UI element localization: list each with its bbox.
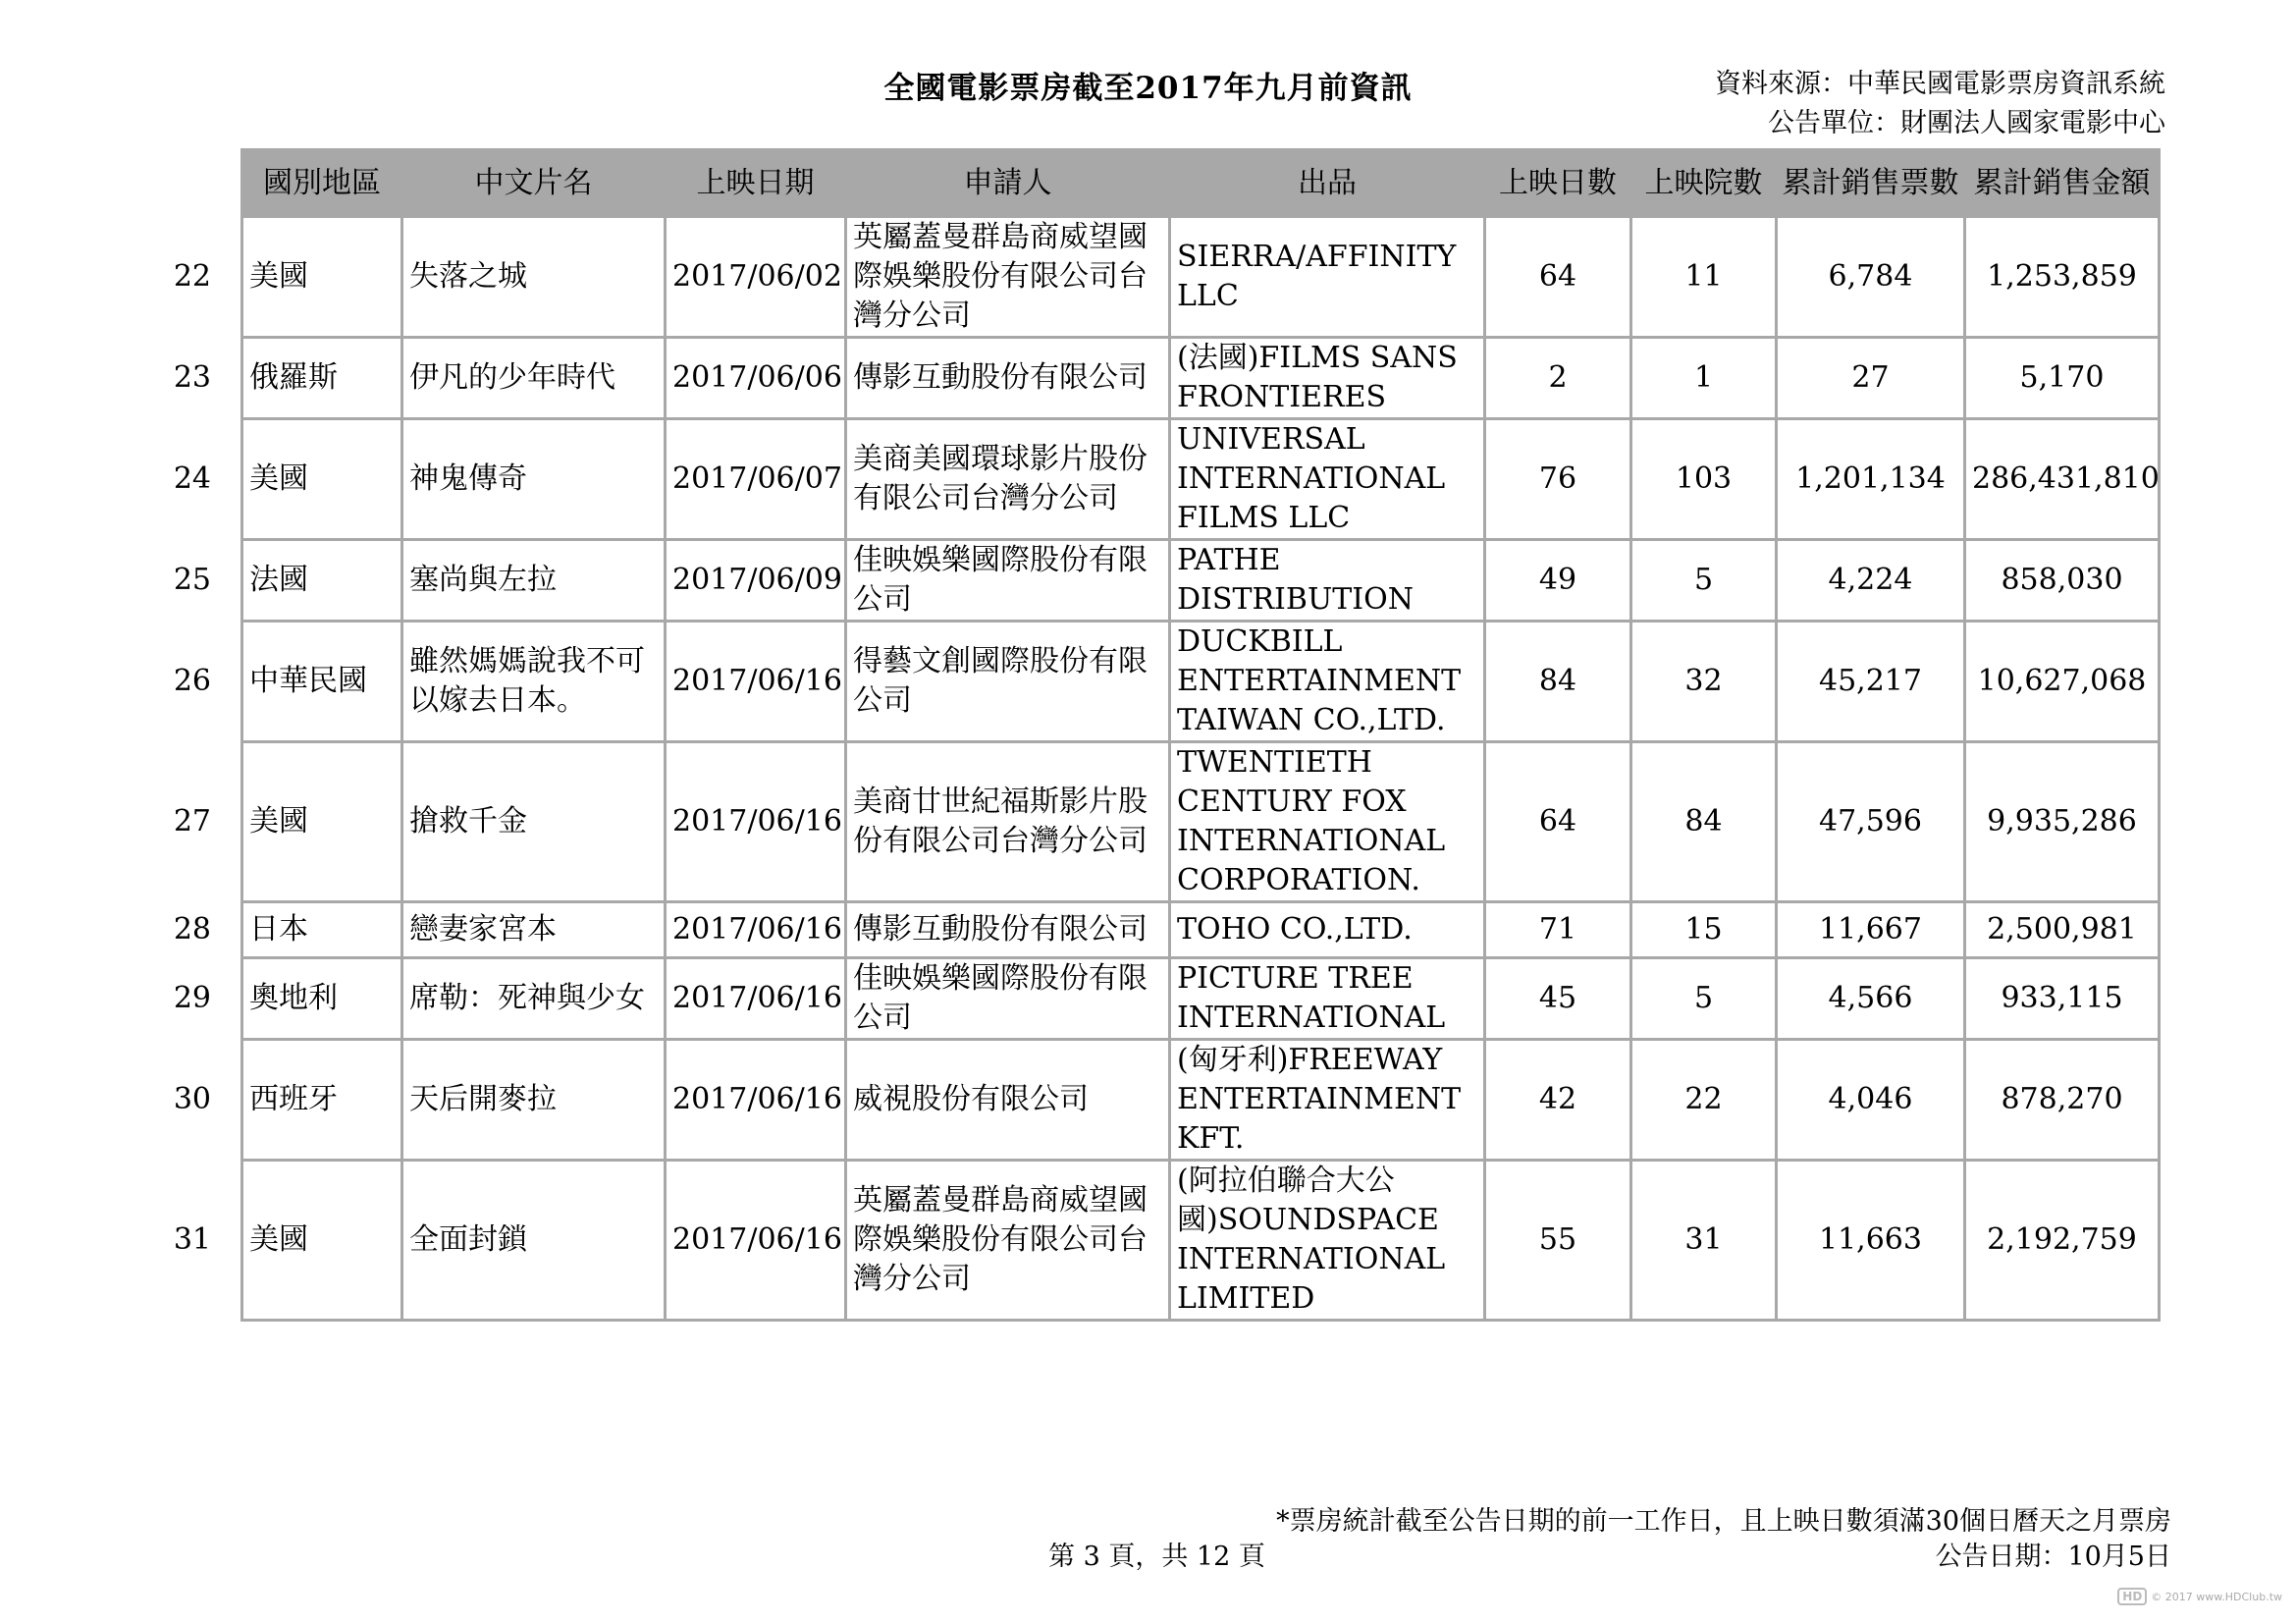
- cell-country: 美國: [242, 419, 402, 540]
- row-number: 24: [173, 461, 211, 496]
- cell-amount: 2,500,981: [1965, 902, 2160, 958]
- cell-tickets: 6,784: [1777, 217, 1965, 338]
- cell-days: 2: [1485, 338, 1631, 419]
- cell-producer: SIERRA/AFFINITY LLC: [1170, 217, 1485, 338]
- col-header-days: 上映日數: [1485, 150, 1631, 217]
- cell-tickets: 47,596: [1777, 742, 1965, 902]
- cell-tickets: 4,566: [1777, 958, 1965, 1040]
- cell-days: 76: [1485, 419, 1631, 540]
- cell-country: 美國: [242, 217, 402, 338]
- cell-date: 2017/06/09: [666, 540, 846, 622]
- cell-date: 2017/06/16: [666, 902, 846, 958]
- cell-producer: TOHO CO.,LTD.: [1170, 902, 1485, 958]
- page-number: 第 3 頁，共 12 頁: [1048, 1542, 1265, 1572]
- watermark-text: © 2017 www.HDClub.tw: [2151, 1591, 2282, 1603]
- cell-country: 西班牙: [242, 1040, 402, 1161]
- cell-date: 2017/06/16: [666, 1040, 846, 1161]
- cell-producer: (阿拉伯聯合大公國)SOUNDSPACE INTERNATIONAL LIMITED: [1170, 1161, 1485, 1321]
- cell-theaters: 5: [1631, 540, 1777, 622]
- cell-tickets: 4,046: [1777, 1040, 1965, 1161]
- cell-country: 法國: [242, 540, 402, 622]
- col-header-producer: 出品: [1170, 150, 1485, 217]
- table-row: [242, 742, 2160, 902]
- cell-title: 塞尚與左拉: [402, 540, 666, 622]
- col-header-date: 上映日期: [666, 150, 846, 217]
- cell-days: 71: [1485, 902, 1631, 958]
- cell-country: 俄羅斯: [242, 338, 402, 419]
- table-row: [242, 902, 2160, 958]
- col-header-applicant: 申請人: [846, 150, 1170, 217]
- cell-amount: 9,935,286: [1965, 742, 2160, 902]
- cell-theaters: 1: [1631, 338, 1777, 419]
- table-header-row: [242, 150, 2160, 217]
- cell-title: 全面封鎖: [402, 1161, 666, 1321]
- cell-country: 中華民國: [242, 622, 402, 742]
- cell-applicant: 美商美國環球影片股份有限公司台灣分公司: [846, 419, 1170, 540]
- cell-date: 2017/06/07: [666, 419, 846, 540]
- table-row: [242, 622, 2160, 742]
- cell-title: 伊凡的少年時代: [402, 338, 666, 419]
- row-number: 30: [173, 1082, 211, 1116]
- cell-theaters: 15: [1631, 902, 1777, 958]
- col-header-title: 中文片名: [402, 150, 666, 217]
- row-number: 31: [173, 1222, 211, 1257]
- cell-amount: 933,115: [1965, 958, 2160, 1040]
- cell-title: 席勒：死神與少女: [402, 958, 666, 1040]
- cell-theaters: 31: [1631, 1161, 1777, 1321]
- cell-title: 失落之城: [402, 217, 666, 338]
- source-label: 資料來源：中華民國電影票房資訊系統: [1715, 69, 2165, 99]
- cell-amount: 5,170: [1965, 338, 2160, 419]
- cell-producer: TWENTIETH CENTURY FOX INTERNATIONAL CORPORATION.: [1170, 742, 1485, 902]
- cell-country: 奧地利: [242, 958, 402, 1040]
- table-row: [242, 958, 2160, 1040]
- cell-tickets: 4,224: [1777, 540, 1965, 622]
- cell-theaters: 22: [1631, 1040, 1777, 1161]
- cell-days: 64: [1485, 217, 1631, 338]
- cell-tickets: 27: [1777, 338, 1965, 419]
- cell-date: 2017/06/16: [666, 622, 846, 742]
- cell-date: 2017/06/02: [666, 217, 846, 338]
- cell-applicant: 威視股份有限公司: [846, 1040, 1170, 1161]
- watermark: [2117, 1588, 2282, 1605]
- row-number: 28: [173, 912, 211, 947]
- page-title: 全國電影票房截至2017年九月前資訊: [883, 71, 1413, 106]
- cell-days: 84: [1485, 622, 1631, 742]
- row-number: 25: [173, 563, 211, 597]
- cell-tickets: 45,217: [1777, 622, 1965, 742]
- cell-amount: 858,030: [1965, 540, 2160, 622]
- table-row: [242, 217, 2160, 338]
- cell-theaters: 84: [1631, 742, 1777, 902]
- cell-theaters: 103: [1631, 419, 1777, 540]
- cell-producer: PATHE DISTRIBUTION: [1170, 540, 1485, 622]
- cell-theaters: 32: [1631, 622, 1777, 742]
- cell-days: 64: [1485, 742, 1631, 902]
- cell-title: 戀妻家宮本: [402, 902, 666, 958]
- watermark-logo: HD: [2117, 1588, 2147, 1605]
- cell-applicant: 佳映娛樂國際股份有限公司: [846, 540, 1170, 622]
- cell-title: 神鬼傳奇: [402, 419, 666, 540]
- cell-days: 45: [1485, 958, 1631, 1040]
- col-header-tickets: 累計銷售票數: [1777, 150, 1965, 217]
- announce-date: 公告日期：10月5日: [1935, 1542, 2171, 1572]
- cell-date: 2017/06/06: [666, 338, 846, 419]
- cell-applicant: 佳映娛樂國際股份有限公司: [846, 958, 1170, 1040]
- table-row: [242, 419, 2160, 540]
- cell-amount: 1,253,859: [1965, 217, 2160, 338]
- cell-tickets: 11,667: [1777, 902, 1965, 958]
- cell-producer: DUCKBILL ENTERTAINMENT TAIWAN CO.,LTD.: [1170, 622, 1485, 742]
- cell-country: 美國: [242, 1161, 402, 1321]
- cell-tickets: 1,201,134: [1777, 419, 1965, 540]
- cell-amount: 878,270: [1965, 1040, 2160, 1161]
- cell-applicant: 傳影互動股份有限公司: [846, 902, 1170, 958]
- cell-country: 美國: [242, 742, 402, 902]
- footnote: *票房統計截至公告日期的前一工作日，且上映日數須滿30個日曆天之月票房: [1276, 1506, 2171, 1537]
- row-number: 22: [173, 259, 211, 294]
- cell-applicant: 美商廿世紀福斯影片股份有限公司台灣分公司: [846, 742, 1170, 902]
- cell-days: 42: [1485, 1040, 1631, 1161]
- cell-producer: UNIVERSAL INTERNATIONAL FILMS LLC: [1170, 419, 1485, 540]
- cell-title: 搶救千金: [402, 742, 666, 902]
- cell-date: 2017/06/16: [666, 742, 846, 902]
- cell-applicant: 英屬蓋曼群島商威望國際娛樂股份有限公司台灣分公司: [846, 1161, 1170, 1321]
- cell-title: 天后開麥拉: [402, 1040, 666, 1161]
- box-office-table: [240, 148, 2161, 1322]
- cell-producer: (匈牙利)FREEWAY ENTERTAINMENT KFT.: [1170, 1040, 1485, 1161]
- cell-date: 2017/06/16: [666, 1161, 846, 1321]
- cell-theaters: 11: [1631, 217, 1777, 338]
- row-number: 27: [173, 804, 211, 839]
- table-row: [242, 1161, 2160, 1321]
- cell-amount: 10,627,068: [1965, 622, 2160, 742]
- cell-producer: PICTURE TREE INTERNATIONAL: [1170, 958, 1485, 1040]
- cell-country: 日本: [242, 902, 402, 958]
- cell-applicant: 得藝文創國際股份有限公司: [846, 622, 1170, 742]
- cell-date: 2017/06/16: [666, 958, 846, 1040]
- cell-days: 55: [1485, 1161, 1631, 1321]
- cell-applicant: 傳影互動股份有限公司: [846, 338, 1170, 419]
- cell-applicant: 英屬蓋曼群島商威望國際娛樂股份有限公司台灣分公司: [846, 217, 1170, 338]
- cell-theaters: 5: [1631, 958, 1777, 1040]
- publisher-label: 公告單位：財團法人國家電影中心: [1768, 108, 2165, 138]
- table-row: [242, 338, 2160, 419]
- table-row: [242, 540, 2160, 622]
- cell-tickets: 11,663: [1777, 1161, 1965, 1321]
- cell-days: 49: [1485, 540, 1631, 622]
- row-number: 23: [173, 360, 211, 395]
- table-row: [242, 1040, 2160, 1161]
- cell-amount: 2,192,759: [1965, 1161, 2160, 1321]
- col-header-theaters: 上映院數: [1631, 150, 1777, 217]
- col-header-amount: 累計銷售金額: [1965, 150, 2160, 217]
- cell-amount: 286,431,810: [1965, 419, 2160, 540]
- cell-producer: (法國)FILMS SANS FRONTIERES: [1170, 338, 1485, 419]
- source-info: [1715, 65, 2165, 143]
- cell-title: 雖然媽媽說我不可以嫁去日本。: [402, 622, 666, 742]
- row-number: 29: [173, 981, 211, 1015]
- col-header-country: 國別地區: [242, 150, 402, 217]
- row-number: 26: [173, 664, 211, 698]
